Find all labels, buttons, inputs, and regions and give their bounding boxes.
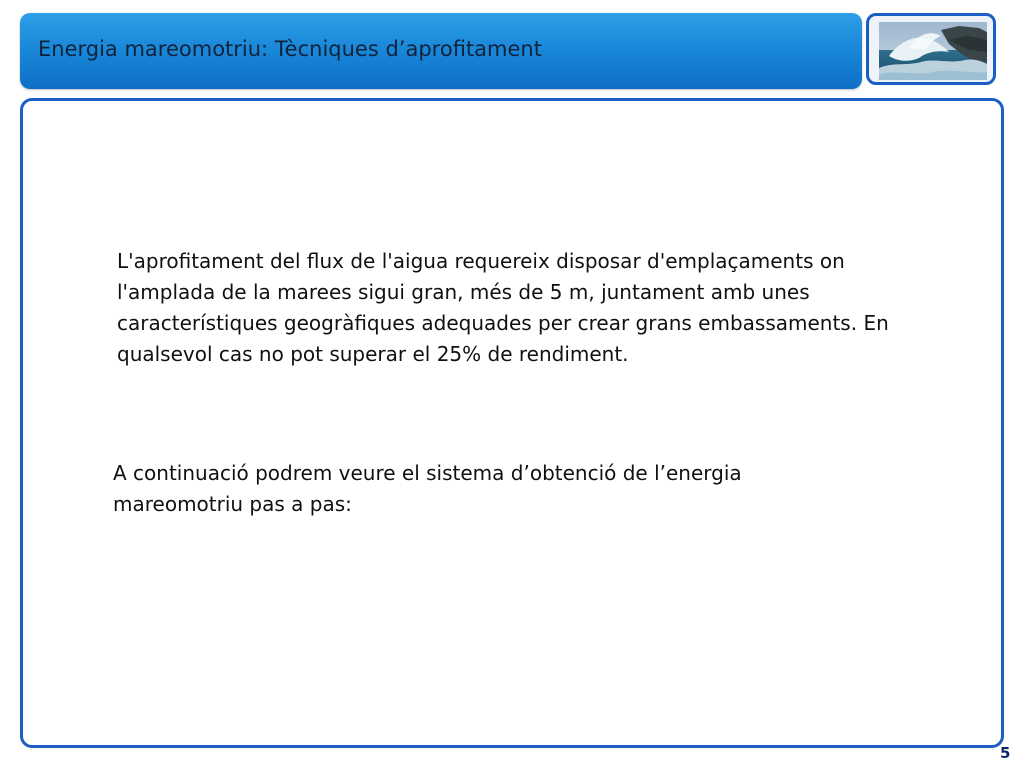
- ocean-waves-photo: [879, 22, 987, 80]
- content-box: [20, 98, 1004, 748]
- page-number: 5: [1000, 744, 1011, 762]
- thumbnail-frame: [866, 13, 996, 85]
- paragraph-tide-requirements: L'aprofitament del flux de l'aigua requereix disposar d'emplaçaments on l'amplada de la marees sigui gran, més de 5 m, juntament amb unes característiques geogràfiques adequades per crear grans embassaments. En qualsevol cas no pot superar el 25% de rendiment.: [117, 249, 889, 366]
- slide-title: Energia mareomotriu: Tècniques d’aprofitament: [38, 37, 542, 61]
- paragraph-next-steps: A continuació podrem veure el sistema d’obtenció de l’energia mareomotriu pas a pas:: [113, 461, 742, 516]
- title-bar: [20, 13, 862, 89]
